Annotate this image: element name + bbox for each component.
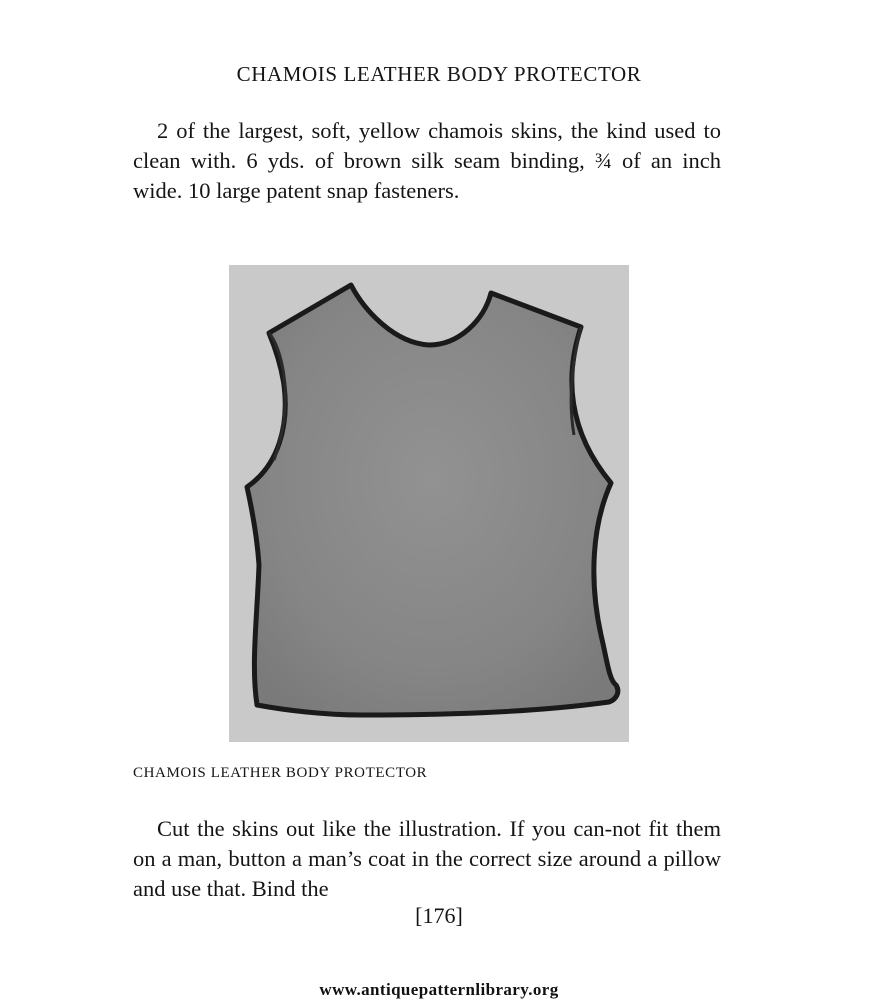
- page-heading: CHAMOIS LEATHER BODY PROTECTOR: [236, 62, 642, 86]
- page-number: [176]: [415, 903, 463, 928]
- figure-caption: CHAMOIS LEATHER BODY PROTECTOR: [133, 765, 428, 781]
- illustration-plate: [229, 265, 629, 742]
- instructions-paragraph: Cut the skins out like the illustration. If you can-not fit them on a man, button a man’s coat in the correct size around a pillow and use that. Bind the: [133, 816, 721, 901]
- footer-url: www.antiquepatternlibrary.org: [319, 980, 559, 999]
- body-protector-illustration: [229, 265, 629, 742]
- garment-shape: [247, 285, 618, 715]
- materials-paragraph: 2 of the largest, soft, yellow chamois skins, the kind used to clean with. 6 yds. of brown silk seam binding, ¾ of an inch wide. 10 large patent snap fasteners.: [133, 118, 721, 203]
